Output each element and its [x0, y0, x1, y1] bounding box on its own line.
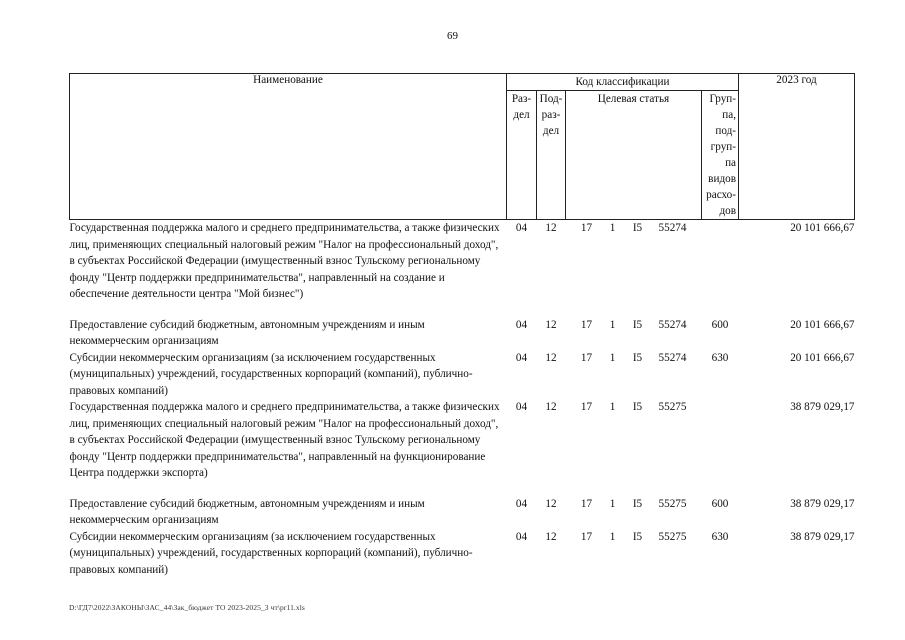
- row-group: 630: [711, 530, 729, 543]
- row-podrazdel: 12: [545, 351, 557, 364]
- row-target-project: I5: [632, 401, 643, 413]
- row-amount: 20 101 666,67: [790, 351, 855, 364]
- row-razdel: 04: [515, 530, 528, 543]
- row-name: Субсидии некоммерческим организациям (за исключением государственных (муниципальных) учреждений, государственных корпораций (компаний), публично-правовых компаний): [69, 351, 473, 397]
- row-name: Предоставление субсидий бюджетным, автономным учреждениям и иным некоммерческим организациям: [69, 318, 425, 347]
- row-podrazdel: 12: [545, 318, 557, 331]
- row-group: 630: [711, 351, 729, 364]
- row-razdel: 04: [515, 497, 528, 510]
- row-name: Государственная поддержка малого и среднего предпринимательства, а также физических лиц, применяющих специальный налоговый режим "Налог на профессиональный доход", в субъектах Российской Федерации (имущественный взнос Тульскому региональному фонду "Центр поддержки предпринимательства", направленный на функционирование Центра поддержки экспорта): [69, 401, 500, 479]
- row-amount: 20 101 666,67: [790, 222, 855, 234]
- row-podrazdel: 12: [545, 530, 557, 543]
- row-podrazdel: 12: [545, 222, 557, 234]
- row-razdel: 04: [515, 318, 528, 331]
- table-row: [70, 496, 855, 529]
- row-target: [566, 220, 702, 317]
- header-razdel: Раз- дел: [507, 91, 537, 220]
- row-group: 600: [711, 318, 729, 331]
- row-target-program: 17: [580, 530, 593, 543]
- row-razdel: 04: [515, 401, 528, 413]
- row-target-subprogram: 1: [609, 401, 616, 413]
- row-target-subprogram: 1: [609, 351, 616, 364]
- row-target-project: I5: [632, 351, 643, 364]
- row-group: [702, 399, 739, 496]
- row-target-project: I5: [632, 530, 643, 543]
- row-target-project: I5: [632, 318, 643, 331]
- header-year: 2023 год: [739, 74, 855, 220]
- row-target-project: I5: [632, 222, 643, 234]
- header-group: Груп- па, под- груп- па видов расхо- дов: [702, 91, 739, 220]
- budget-table: [69, 73, 855, 578]
- row-name: Государственная поддержка малого и среднего предпринимательства, а также физических лиц, применяющих специальный налоговый режим "Налог на профессиональный доход", в субъектах Российской Федерации (имущественный взнос Тульскому региональному фонду "Центр поддержки предпринимательства", направленный на создание и обеспечение деятельности центра "Мой бизнес"): [69, 222, 500, 300]
- row-target-direction: 55274: [658, 351, 687, 364]
- row-target: [566, 496, 702, 529]
- row-group: [702, 220, 739, 317]
- table-row: [70, 399, 855, 496]
- row-amount: 38 879 029,17: [790, 401, 855, 413]
- footer-file-path: D:\ГД7\2022\ЗАКОНЫ\ЗАС_44\Зак_бюджет ТО 2023-2025_3 чт\pr11.xls: [69, 603, 305, 612]
- row-podrazdel: 12: [545, 497, 557, 510]
- row-razdel: 04: [515, 222, 528, 234]
- row-target-direction: 55275: [658, 497, 687, 510]
- table-row: [70, 317, 855, 350]
- header-name: Наименование: [70, 74, 507, 220]
- row-target-program: 17: [580, 351, 593, 364]
- row-target-program: 17: [580, 401, 593, 413]
- row-name: Предоставление субсидий бюджетным, автономным учреждениям и иным некоммерческим организациям: [69, 497, 425, 526]
- header-podrazdel: Под- раз- дел: [537, 91, 566, 220]
- row-razdel: 04: [515, 351, 528, 364]
- header-target: Целевая статья: [566, 91, 702, 220]
- header-classification: Код классификации: [507, 74, 739, 91]
- row-target-subprogram: 1: [609, 530, 616, 543]
- row-target-direction: 55274: [658, 318, 687, 331]
- row-target: [566, 399, 702, 496]
- row-amount: 20 101 666,67: [790, 318, 855, 331]
- row-target-direction: 55275: [658, 530, 687, 543]
- row-target: [566, 350, 702, 400]
- row-target-program: 17: [580, 318, 593, 331]
- row-amount: 38 879 029,17: [790, 497, 855, 510]
- row-podrazdel: 12: [545, 401, 557, 413]
- row-target: [566, 317, 702, 350]
- row-target-project: I5: [632, 497, 643, 510]
- row-target: [566, 529, 702, 579]
- row-amount: 38 879 029,17: [790, 530, 855, 543]
- page-number: 69: [447, 30, 458, 42]
- row-target-subprogram: 1: [609, 318, 616, 331]
- table-row: [70, 529, 855, 579]
- row-group: 600: [711, 497, 729, 510]
- row-target-direction: 55274: [658, 222, 687, 234]
- row-target-subprogram: 1: [609, 222, 616, 234]
- row-target-direction: 55275: [658, 401, 687, 413]
- table-row: [70, 350, 855, 400]
- row-target-program: 17: [580, 222, 593, 234]
- row-name: Субсидии некоммерческим организациям (за исключением государственных (муниципальных) учреждений, государственных корпораций (компаний), публично-правовых компаний): [69, 530, 473, 576]
- table-row: [70, 220, 855, 317]
- row-target-program: 17: [580, 497, 593, 510]
- row-target-subprogram: 1: [609, 497, 616, 510]
